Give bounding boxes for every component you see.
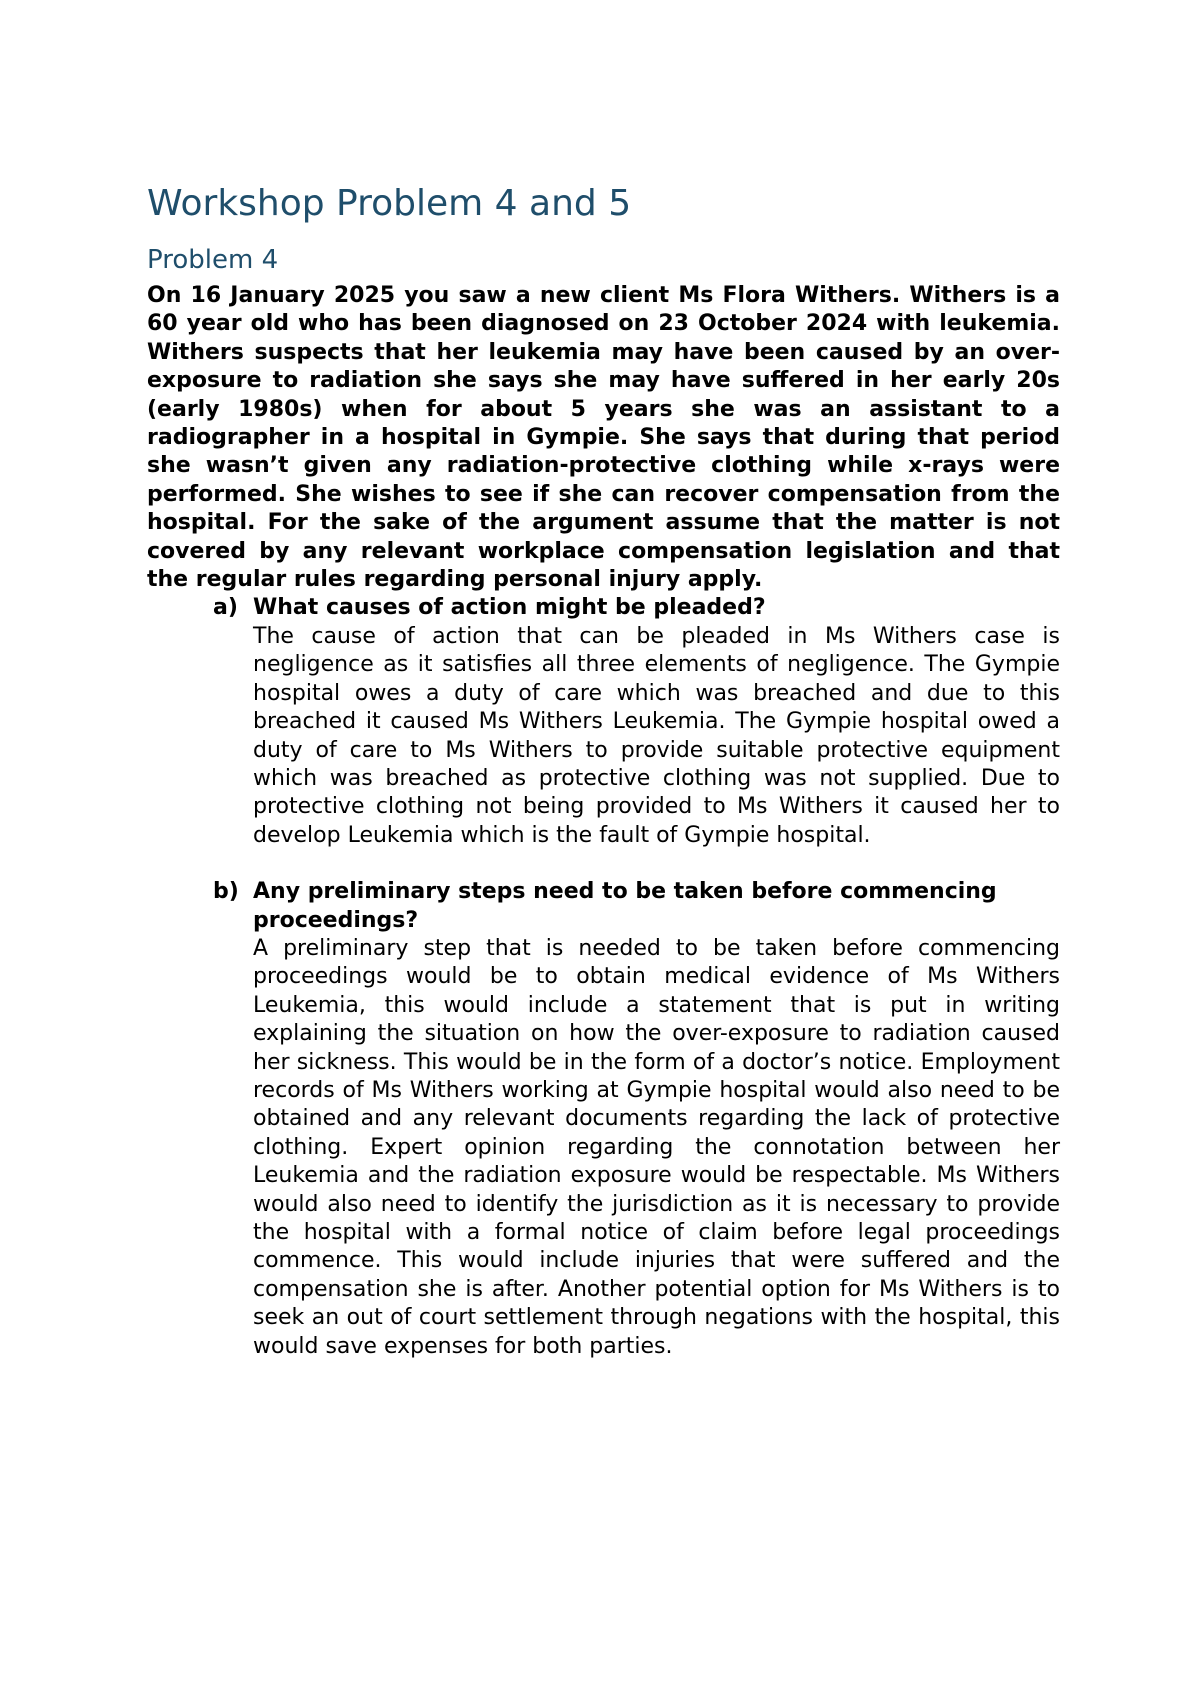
problem-statement: On 16 January 2025 you saw a new client Ms Flora Withers. Withers is a 60 year old who has been diagnosed on 23 October 2024 with leukemia. Withers suspects that her leukemia may have been caused by an over-exposure to radiation she says she may have suffered in her early 20s (early 1980s) when for about 5 years she was an assistant to a radiographer in a hospital in Gympie. She says that during that period she wasn’t given any radiation-protective clothing while x-rays were performed. She wishes to see if she can recover compensation from the hospital. For the sake of the argument assume that the matter is not covered by any relevant workplace compensation legislation and that the regular rules regarding personal injury apply. [147,283,1060,593]
question-text: Any preliminary steps need to be taken before commencing proceedings? [253,879,997,933]
answer-text: The cause of action that can be pleaded in Ms Withers case is negligence as it satisfies all three elements of negligence. The Gympie hospital owes a duty of care which was breached and due to this breached it caused Ms Withers Leukemia. The Gympie hospital owed a duty of care to Ms Withers to provide suitable protective equipment which was breached as protective clothing was not supplied. Due to protective clothing not being provided to Ms Withers it caused her to develop Leukemia which is the fault of Gympie hospital. [253,623,1060,848]
document-page [147,180,1060,1361]
question-block-a [213,594,1060,850]
document-title: Workshop Problem 4 and 5 [147,183,632,224]
question-text: What causes of action might be pleaded? [253,595,766,621]
problem-heading: Problem 4 [147,245,279,275]
question-marker: b) [213,879,239,905]
question-block-b [213,878,1060,1361]
answer-text: A preliminary step that is needed to be taken before commencing proceedings would be to obtain medical evidence of Ms Withers Leukemia, this would include a statement that is put in writing explaining the situation on how the over-exposure to radiation caused her sickness. This would be in the form of a doctor’s notice. Employment records of Ms Withers working at Gympie hospital would also need to be obtained and any relevant documents regarding the lack of protective clothing. Expert opinion regarding the connotation between her Leukemia and the radiation exposure would be respectable. Ms Withers would also need to identify the jurisdiction as it is necessary to provide the hospital with a formal notice of claim before legal proceedings commence. This would include injuries that were suffered and the compensation she is after. Another potential option for Ms Withers is to seek an out of court settlement through negations with the hospital, this would save expenses for both parties. [253,935,1060,1359]
question-marker: a) [213,595,238,621]
